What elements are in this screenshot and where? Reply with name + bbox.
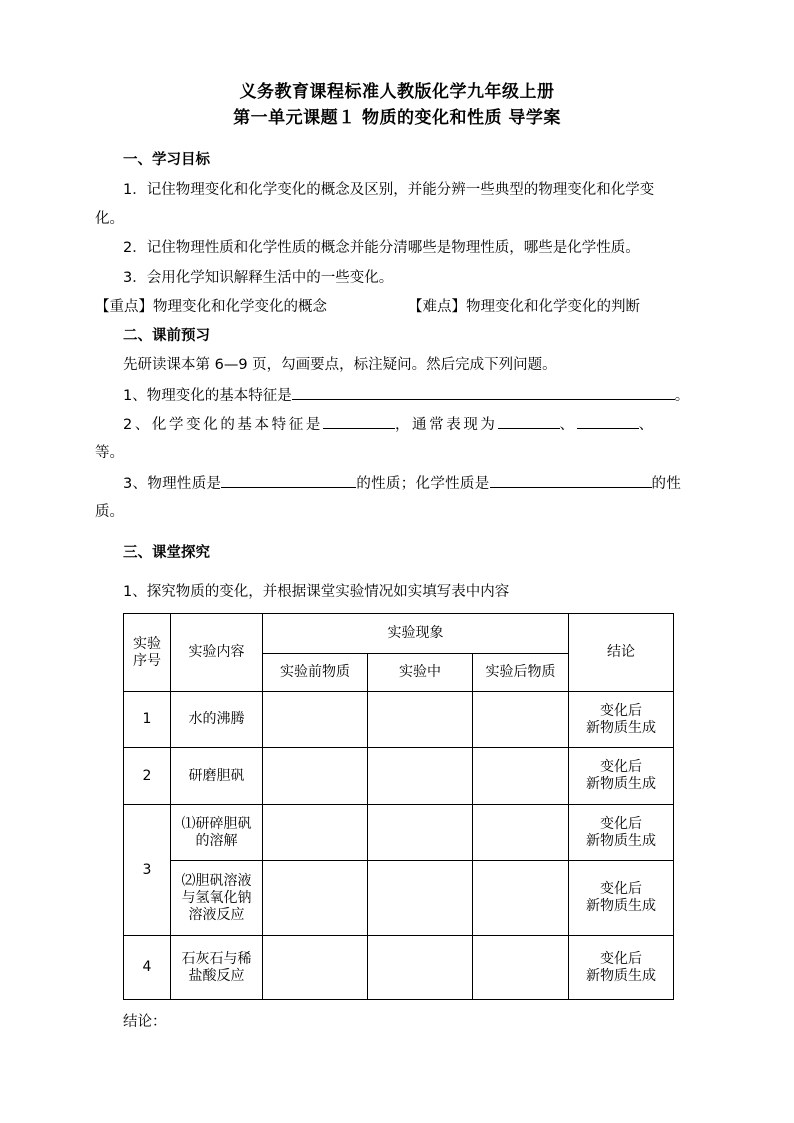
answer-blank-1[interactable] <box>292 385 675 400</box>
question-2-prefix: 2、化学变化的基本特征是 <box>123 417 323 433</box>
conclusion-text: 变化后 新物质生成 <box>586 950 656 984</box>
cell-during[interactable] <box>368 748 473 805</box>
cell-after[interactable] <box>473 861 569 936</box>
document-subtitle: 第一单元课题１ 物质的变化和性质 导学案 <box>233 108 561 128</box>
table-row <box>124 805 674 861</box>
header-seq: 实验 序号 <box>124 614 171 692</box>
answer-blank-6[interactable] <box>490 473 652 488</box>
question-2-continued: 等。 <box>95 445 124 461</box>
inquiry-intro: 1、探究物质的变化，并根据课堂实验情况如实填写表中内容 <box>123 584 510 600</box>
answer-blank-4[interactable] <box>577 414 639 429</box>
question-3 <box>123 473 681 494</box>
question-3-prefix: 3、物理性质是 <box>123 476 222 492</box>
header-phenomenon: 实验现象 <box>263 614 569 654</box>
objective-2: 2．记住物理性质和化学性质的概念并能分清哪些是物理性质，哪些是化学性质。 <box>123 240 640 256</box>
cell-before[interactable] <box>263 748 368 805</box>
objective-1: 1．记住物理变化和化学变化的概念及区别，并能分辨一些典型的物理变化和化学变 <box>123 182 655 198</box>
question-1-prefix: 1、物理变化的基本特征是 <box>123 388 292 404</box>
header-before: 实验前物质 <box>263 654 368 692</box>
row-content: ⑵胆矾溶液 与氢氧化钠 溶液反应 <box>171 861 263 936</box>
table-row <box>124 748 674 805</box>
header-after: 实验后物质 <box>473 654 569 692</box>
cell-during[interactable] <box>368 805 473 861</box>
cell-during[interactable] <box>368 692 473 748</box>
row-seq: 1 <box>124 692 171 748</box>
answer-blank-2[interactable] <box>323 414 395 429</box>
cell-after[interactable] <box>473 748 569 805</box>
row-content: 水的沸腾 <box>171 692 263 748</box>
cell-conclusion[interactable] <box>569 936 674 1000</box>
cell-before[interactable] <box>263 692 368 748</box>
conclusion-text: 变化后 新物质生成 <box>586 702 656 736</box>
question-2 <box>123 414 656 435</box>
row-content: 研磨胆矾 <box>171 748 263 805</box>
answer-blank-5[interactable] <box>221 473 356 488</box>
row-seq: 4 <box>124 936 171 1000</box>
key-point: 【重点】物理变化和化学变化的概念 <box>95 299 327 315</box>
row-seq: 3 <box>124 805 171 936</box>
cell-after[interactable] <box>473 805 569 861</box>
objective-3: 3．会用化学知识解释生活中的一些变化。 <box>123 270 394 286</box>
section-heading-inquiry: 三、课堂探究 <box>123 545 210 561</box>
conclusion-text: 变化后 新物质生成 <box>586 815 656 849</box>
cell-during[interactable] <box>368 936 473 1000</box>
row-seq: 2 <box>124 748 171 805</box>
preview-intro: 先研读课本第 6—9 页，勾画要点，标注疑问。然后完成下列问题。 <box>123 357 557 373</box>
header-content: 实验内容 <box>171 614 263 692</box>
question-1 <box>123 385 689 406</box>
table-header-row <box>124 614 674 654</box>
cell-before[interactable] <box>263 861 368 936</box>
row-content: 石灰石与稀 盐酸反应 <box>171 936 263 1000</box>
conclusion-text: 变化后 新物质生成 <box>586 881 656 914</box>
table-row <box>124 936 674 1000</box>
question-3-suffix: 的性 <box>651 476 682 492</box>
answer-blank-3[interactable] <box>498 414 560 429</box>
question-3-continued: 质。 <box>95 504 124 520</box>
section-heading-preview: 二、课前预习 <box>123 328 210 344</box>
conclusion-text: 变化后 新物质生成 <box>586 759 656 792</box>
experiment-table <box>123 613 674 1000</box>
question-2-end: 、 <box>638 417 656 433</box>
question-2-middle: ，通常表现为 <box>394 417 498 433</box>
cell-before[interactable] <box>263 936 368 1000</box>
table-row <box>124 692 674 748</box>
row-content: ⑴研碎胆矾 的溶解 <box>171 805 263 861</box>
question-1-suffix: 。 <box>674 388 690 404</box>
document-title: 义务教育课程标准人教版化学九年级上册 <box>239 82 555 102</box>
cell-after[interactable] <box>473 936 569 1000</box>
difficulty-point: 【难点】物理变化和化学变化的判断 <box>408 299 640 315</box>
section-heading-objectives: 一、学习目标 <box>123 152 210 168</box>
cell-conclusion[interactable] <box>569 805 674 861</box>
question-3-middle: 的性质；化学性质是 <box>356 476 490 492</box>
question-2-separator: 、 <box>559 417 577 433</box>
cell-conclusion[interactable] <box>569 748 674 805</box>
cell-before[interactable] <box>263 805 368 861</box>
cell-after[interactable] <box>473 692 569 748</box>
cell-conclusion[interactable] <box>569 861 674 936</box>
header-conclusion: 结论 <box>569 614 674 692</box>
header-during: 实验中 <box>368 654 473 692</box>
table-row <box>124 861 674 936</box>
cell-during[interactable] <box>368 861 473 936</box>
conclusion-label: 结论： <box>123 1014 167 1030</box>
cell-conclusion[interactable] <box>569 692 674 748</box>
objective-1-continued: 化。 <box>95 211 124 227</box>
